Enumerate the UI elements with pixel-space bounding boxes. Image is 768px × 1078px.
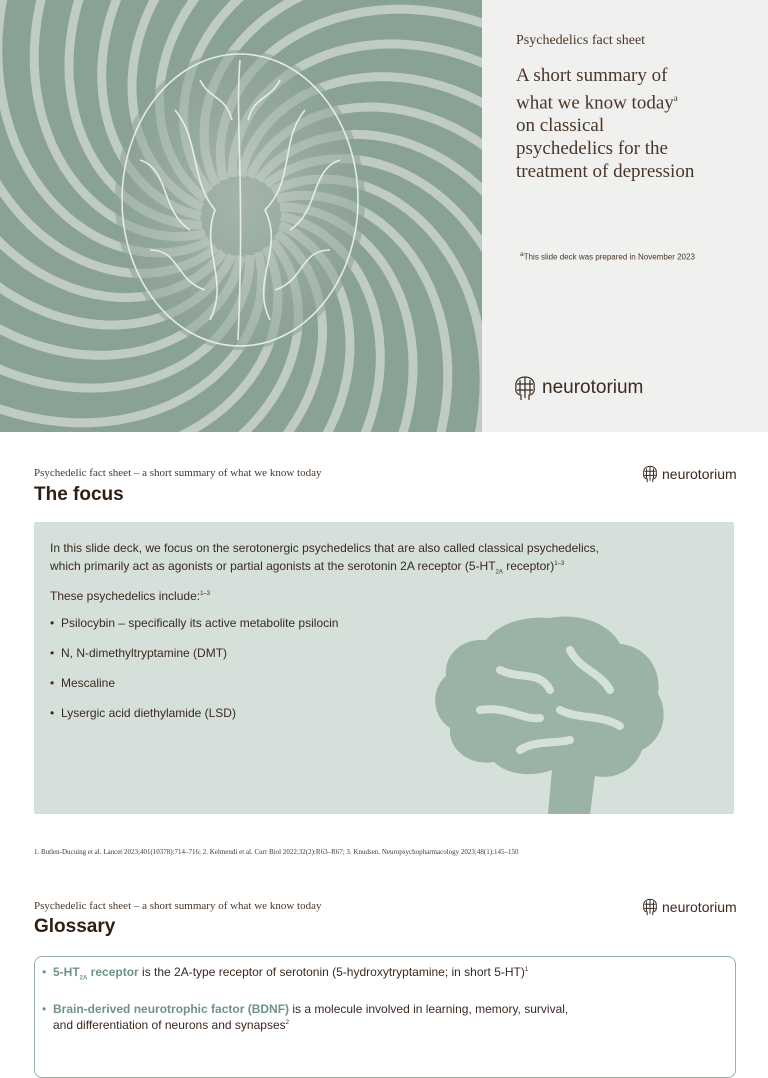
term-text: 5-HT	[53, 965, 80, 979]
reference-mark: 1–3	[200, 591, 211, 597]
references: 1. Butlen-Ducuing et al. Lancet 2023;401(10378):714–716; 2. Kelmendi et al. Curr Biol 2022;32(2):R63–R67; 3. Knudsen. Neuropsychopharmacology 2023;48(1):145–150	[34, 848, 519, 856]
include-text: These psychedelics include:	[50, 589, 201, 603]
title-slide	[0, 0, 768, 432]
logo-wordmark: neurotorium	[542, 377, 644, 398]
glossary-item	[42, 963, 528, 985]
glossary-panel	[34, 956, 736, 1078]
hero-image	[0, 0, 482, 432]
glossary-definition: and differentiation of neurons and synapses	[53, 1018, 286, 1032]
include-label	[50, 586, 210, 604]
headline-line	[516, 87, 756, 114]
headline-line: psychedelics for the	[516, 138, 668, 160]
intro-line: In this slide deck, we focus on the serotonergic psychedelics that are also called classical psychedelics,	[50, 541, 599, 555]
brain-grid-icon	[641, 897, 659, 917]
term-subscript: 2A	[79, 975, 88, 982]
focus-slide	[0, 432, 768, 864]
glossary-term	[53, 965, 139, 982]
slide-title: Glossary	[34, 916, 116, 937]
glossary-item-continued	[53, 1016, 289, 1032]
neurotorium-logo	[641, 897, 737, 917]
deck-headline	[516, 64, 756, 183]
logo-wordmark: neurotorium	[662, 899, 737, 915]
headline-line: treatment of depression	[516, 161, 695, 183]
term-text: receptor	[87, 965, 139, 979]
glossary-slide	[0, 864, 768, 1032]
logo-wordmark: neurotorium	[662, 466, 737, 482]
headline-text: what we know today	[516, 92, 674, 114]
list-item: • Psilocybin – specifically its active metabolite psilocin	[50, 616, 338, 630]
reference-mark: 1–3	[554, 561, 565, 567]
slide-title: The focus	[34, 484, 124, 505]
neurotorium-logo	[512, 374, 643, 402]
glossary-item	[42, 1002, 568, 1016]
list-item: • Lysergic acid diethylamide (LSD)	[50, 706, 236, 720]
deck-kicker: Psychedelics fact sheet	[516, 33, 646, 48]
title-panel	[482, 0, 768, 432]
slide-kicker: Psychedelic fact sheet – a short summary of what we know today	[34, 467, 322, 479]
list-item: • N, N-dimethyltryptamine (DMT)	[50, 646, 227, 660]
deck-note	[520, 251, 695, 262]
receptor-subscript: 2A	[495, 569, 503, 576]
brain-grid-icon	[512, 374, 538, 402]
note-text: This slide deck was prepared in November 2023	[523, 252, 695, 262]
intro-line	[50, 556, 690, 580]
glossary-definition: is the 2A-type receptor of serotonin (5-hydroxytryptamine; in short 5-HT)	[138, 965, 525, 979]
reference-mark: 1	[524, 967, 529, 973]
note-footnote-mark: a	[520, 251, 524, 258]
neurotorium-logo	[641, 464, 737, 484]
headline-line: on classical	[516, 115, 605, 137]
focus-panel	[34, 522, 734, 814]
intro-text-part: receptor)	[502, 559, 555, 573]
headline-line: A short summary of	[516, 65, 668, 86]
intro-text-part: which primarily act as agonists or partial agonists at the serotonin 2A receptor (5-HT	[50, 559, 496, 573]
slide-kicker: Psychedelic fact sheet – a short summary of what we know today	[34, 900, 322, 912]
reference-mark: 2	[285, 1020, 289, 1026]
list-item: • Mescaline	[50, 676, 115, 690]
brain-grid-icon	[641, 464, 659, 484]
intro-text	[50, 540, 690, 580]
headline-footnote-mark: a	[673, 93, 678, 103]
swirl-brain-scan-image	[0, 0, 482, 432]
brain-icon	[430, 610, 670, 814]
glossary-term: Brain-derived neurotrophic factor (BDNF)	[53, 1002, 290, 1016]
glossary-definition: is a molecule involved in learning, memory, survival,	[289, 1002, 569, 1016]
